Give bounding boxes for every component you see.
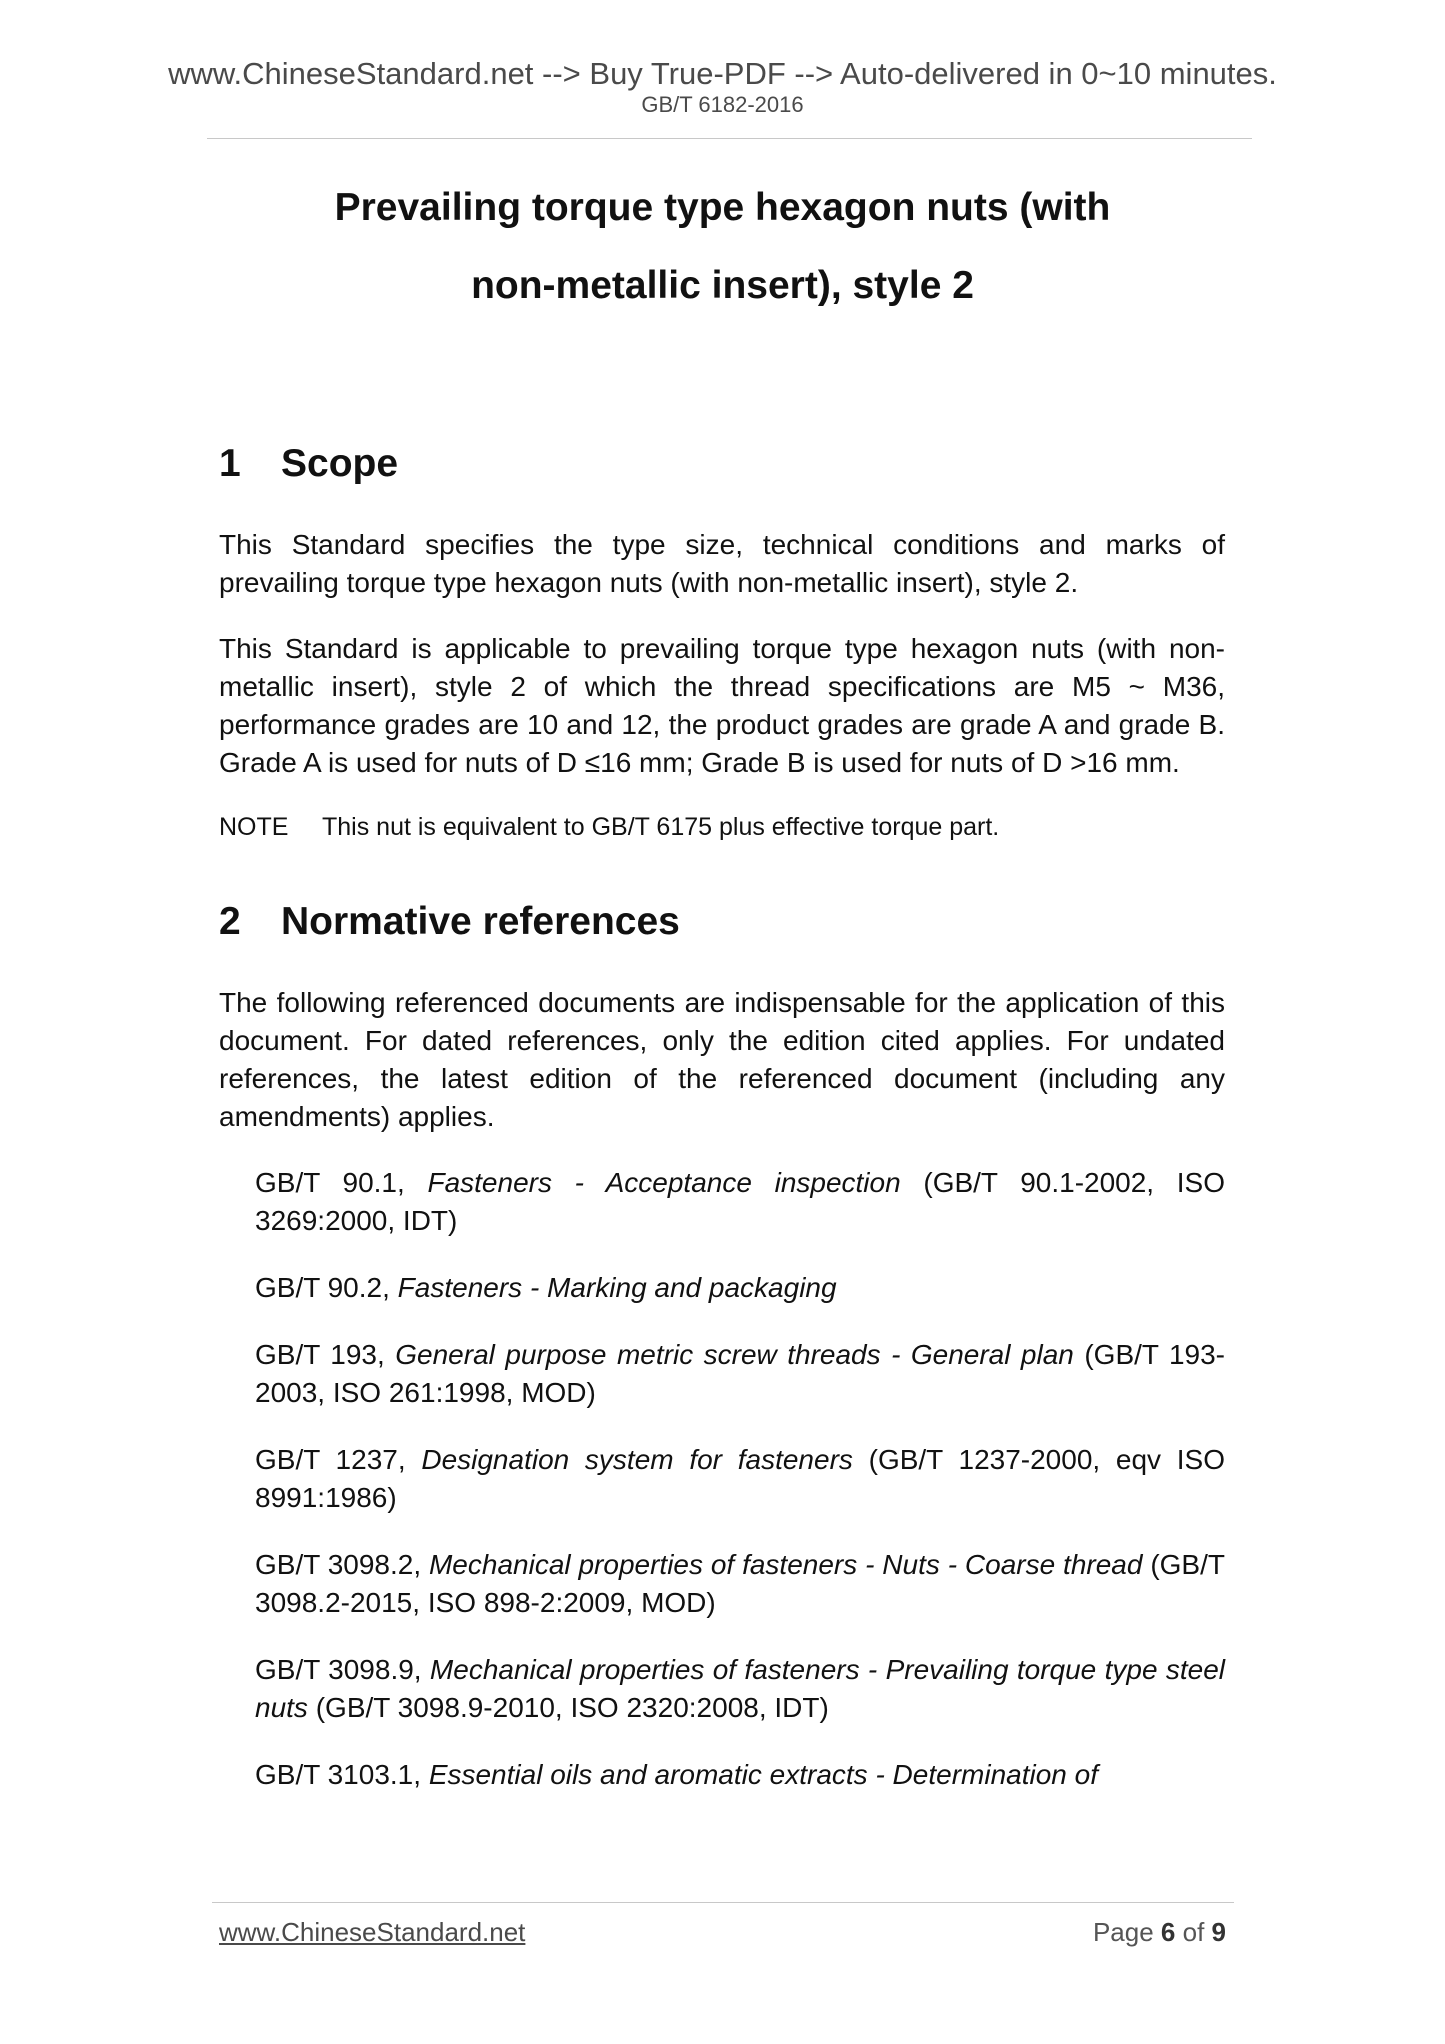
reference-code: GB/T 90.2, <box>255 1272 398 1303</box>
reference-edition: (GB/T 1237-2000, eqv ISO 8991:1986) <box>255 1444 1225 1513</box>
document-body <box>219 440 1225 1823</box>
reference-item <box>255 1336 1225 1412</box>
reference-title: Fasteners - Acceptance inspection <box>427 1167 901 1198</box>
header-divider <box>207 138 1252 139</box>
footer-site-link[interactable]: www.ChineseStandard.net <box>219 1917 526 1947</box>
reference-title: Mechanical properties of fasteners - Prevailing torque type steel nuts <box>255 1654 1225 1723</box>
section-heading-scope <box>219 440 1225 488</box>
current-page-number: 6 <box>1160 1917 1176 1947</box>
reference-item <box>255 1441 1225 1517</box>
reference-item <box>255 1546 1225 1622</box>
standard-number: GB/T 6182-2016 <box>641 92 804 117</box>
page-prefix: Page <box>1092 1917 1161 1947</box>
page-indicator <box>1093 1917 1226 1948</box>
page-separator: of <box>1175 1917 1212 1947</box>
section-title: Normative references <box>281 900 680 943</box>
reference-title: Designation system for fasteners <box>421 1444 853 1475</box>
reference-edition: (GB/T 3098.2-2015, ISO 898-2:2009, MOD) <box>255 1549 1225 1618</box>
reference-edition: (GB/T 3098.9-2010, ISO 2320:2008, IDT) <box>307 1692 829 1723</box>
site-banner[interactable]: www.ChineseStandard.net --> Buy True-PDF --> Auto-delivered in 0~10 minutes. <box>168 56 1277 91</box>
section-heading-normative-references <box>219 898 1225 946</box>
reference-code: GB/T 3103.1, <box>255 1759 429 1790</box>
scope-paragraph-1: This Standard specifies the type size, technical conditions and marks of prevailing torque type hexagon nuts (with non-metallic insert), style 2. <box>219 529 1225 598</box>
reference-title: General purpose metric screw threads - General plan <box>395 1339 1074 1370</box>
footer-divider <box>212 1902 1234 1903</box>
reference-item <box>255 1756 1225 1794</box>
reference-edition: (GB/T 193-2003, ISO 261:1998, MOD) <box>255 1339 1225 1408</box>
section-number: 2 <box>219 900 241 943</box>
reference-title: Fasteners - Marking and packaging <box>397 1272 837 1303</box>
document-title-line-2: non-metallic insert), style 2 <box>471 264 974 307</box>
section-number: 1 <box>219 442 241 485</box>
total-pages-number: 9 <box>1211 1917 1226 1947</box>
note-label: NOTE <box>219 813 289 841</box>
page-header <box>0 56 1445 118</box>
references-intro: The following referenced documents are indispensable for the application of this document. For dated references, only the edition cited applies. For undated references, the latest edition of the referenced document (including any amendments) applies. <box>219 987 1225 1132</box>
section-title: Scope <box>281 442 399 485</box>
note-text: This nut is equivalent to GB/T 6175 plus effective torque part. <box>322 813 1000 841</box>
reference-item <box>255 1651 1225 1727</box>
reference-item <box>255 1164 1225 1240</box>
reference-code: GB/T 3098.2, <box>255 1549 429 1580</box>
reference-code: GB/T 3098.9, <box>255 1654 430 1685</box>
reference-code: GB/T 193, <box>255 1339 396 1370</box>
scope-note <box>219 810 1225 844</box>
reference-edition: (GB/T 90.1-2002, ISO 3269:2000, IDT) <box>255 1167 1225 1236</box>
reference-item <box>255 1269 1225 1307</box>
document-title-line-1: Prevailing torque type hexagon nuts (with <box>334 186 1111 229</box>
reference-code: GB/T 1237, <box>255 1444 422 1475</box>
reference-title: Essential oils and aromatic extracts - Determination of <box>428 1759 1098 1790</box>
reference-title: Mechanical properties of fasteners - Nuts - Coarse thread <box>428 1549 1143 1580</box>
scope-paragraph-2: This Standard is applicable to prevailing torque type hexagon nuts (with non-metallic insert), style 2 of which the thread specifications are M5 ~ M36, performance grades are 10 and 12, the product grades are grade A and grade B. Grade A is used for nuts of D ≤16 mm; Grade B is used for nuts of D >16 mm. <box>219 633 1225 778</box>
reference-code: GB/T 90.1, <box>255 1167 428 1198</box>
